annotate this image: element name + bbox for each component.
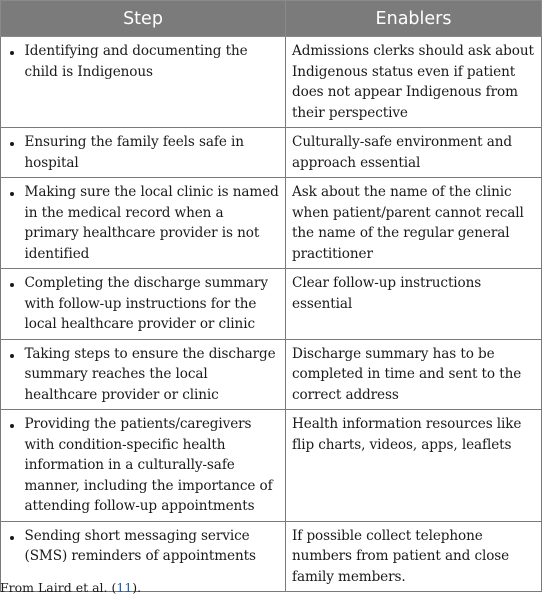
table-row — [1, 37, 542, 128]
table-row — [1, 410, 542, 522]
step-cell: Making sure the local clinic is named in the medical record when a primary healthcare provider is not identified — [22, 178, 286, 269]
header-step: Step — [1, 1, 286, 37]
step-cell: Sending short messaging service (SMS) reminders of appointments — [22, 521, 286, 592]
reference-link[interactable]: 11 — [116, 580, 133, 595]
table-header-row — [1, 1, 542, 37]
bullet-icon — [1, 339, 22, 410]
table-source-note — [0, 580, 141, 596]
table-row — [1, 178, 542, 269]
enabler-cell: Ask about the name of the clinic when patient/parent cannot recall the name of the regular general practitioner — [286, 178, 542, 269]
step-cell: Ensuring the family feels safe in hospital — [22, 128, 286, 178]
bullet-icon — [1, 410, 22, 522]
table-row — [1, 269, 542, 340]
enabler-cell: Admissions clerks should ask about Indigenous status even if patient does not appear Indigenous from their perspective — [286, 37, 542, 128]
step-cell: Providing the patients/caregivers with condition-specific health information in a culturally-safe manner, including the importance of attending follow-up appointments — [22, 410, 286, 522]
bullet-icon — [1, 178, 22, 269]
table-row — [1, 339, 542, 410]
table-row — [1, 128, 542, 178]
bullet-icon — [1, 37, 22, 128]
source-prefix: From Laird et al. ( — [0, 580, 117, 595]
step-cell: Identifying and documenting the child is Indigenous — [22, 37, 286, 128]
enabler-cell: Health information resources like flip charts, videos, apps, leaflets — [286, 410, 542, 522]
step-cell: Taking steps to ensure the discharge summary reaches the local healthcare provider or clinic — [22, 339, 286, 410]
enabler-cell: Clear follow-up instructions essential — [286, 269, 542, 340]
bullet-icon — [1, 269, 22, 340]
enabler-cell: If possible collect telephone numbers from patient and close family members. — [286, 521, 542, 592]
source-suffix: ). — [132, 580, 142, 595]
header-enablers: Enablers — [286, 1, 542, 37]
step-cell: Completing the discharge summary with follow-up instructions for the local healthcare provider or clinic — [22, 269, 286, 340]
bullet-icon — [1, 128, 22, 178]
enabler-cell: Discharge summary has to be completed in time and sent to the correct address — [286, 339, 542, 410]
enabler-cell: Culturally-safe environment and approach essential — [286, 128, 542, 178]
